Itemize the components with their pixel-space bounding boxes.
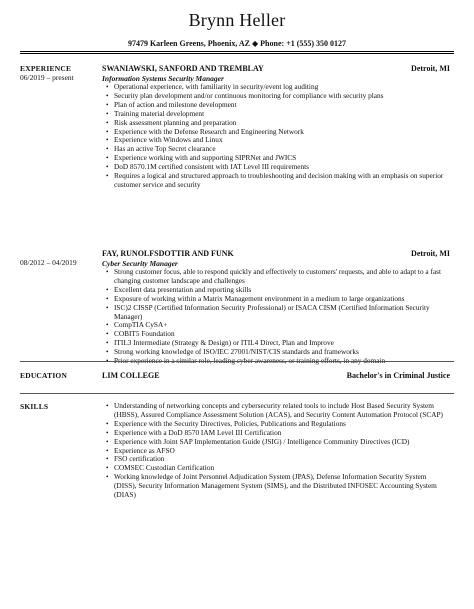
education-heading: EDUCATION xyxy=(20,371,68,380)
list-item: • Strong customer focus, able to respond quickly and effectively to customers' requests, and able to adapt to a fast changing customer landscape and challenges xyxy=(114,268,450,286)
candidate-name: Brynn Heller xyxy=(188,10,286,30)
list-item: • Has an active Top Secret clearance xyxy=(114,145,450,154)
skills-section xyxy=(20,402,454,542)
list-item: • Plan of action and milestone development xyxy=(114,101,450,110)
list-item: • Exposure of working within a Matrix Management environment in a medium to large organizations xyxy=(114,295,450,304)
job-entry xyxy=(102,249,450,366)
list-item: • Experience with the Defense Research and Engineering Network xyxy=(114,128,450,137)
job-bullets xyxy=(102,83,450,190)
education-entry xyxy=(102,371,450,381)
company-label: FAY, RUNOLFSDOTTIR AND FUNK xyxy=(102,249,234,258)
list-item: • Excellent data presentation and reporting skills xyxy=(114,286,450,295)
list-item: • Experience with the Security Directives, Policies, Publications and Regulations xyxy=(114,420,450,429)
company-name xyxy=(102,64,450,74)
experience-heading: EXPERIENCE xyxy=(20,64,72,73)
list-item: • Requires a logical and structured approach to troubleshooting and decision making with an emphasis on superior customer service and security xyxy=(114,172,450,190)
section-divider xyxy=(20,393,454,394)
job-dates: 06/2019 – present xyxy=(20,73,74,82)
degree-name: Bachelor's in Criminal Justice xyxy=(346,371,450,380)
school-name: LIM COLLEGE xyxy=(102,371,160,380)
skills-list-wrap xyxy=(102,402,450,500)
job-bullets xyxy=(102,268,450,366)
list-item: • Experience as AFSO xyxy=(114,447,450,456)
list-item: • Experience with a DoD 8570 IAM Level III Certification xyxy=(114,429,450,438)
list-item: • Strong working knowledge of ISO/IEC 27001/NIST/CIS standards and frameworks xyxy=(114,348,450,357)
education-section xyxy=(20,371,454,385)
school-row xyxy=(102,371,450,381)
list-item: • Working knowledge of Joint Personnel Adjudication System (JPAS), Defense Information Security System (DISS), Security Information Management System (SIMS), and the Distributed INFOSEC Accounting System (DIAS) xyxy=(114,473,450,500)
job-title: Cyber Security Manager xyxy=(102,259,178,268)
list-item: • COMSEC Custodian Certification xyxy=(114,464,450,473)
job-dates: 08/2012 – 04/2019 xyxy=(20,258,77,267)
section-divider xyxy=(20,361,454,362)
list-item: • Experience working with and supporting SIPRNet and JWICS xyxy=(114,154,450,163)
list-item: • COBIT5 Foundation xyxy=(114,330,450,339)
list-item: • Prior experience in a similar role, leading cyber awareness, or training efforts, in any domain xyxy=(114,357,450,366)
list-item: • Understanding of networking concepts and cybersecurity related tools to include Host Based Security System (HBSS), Assured Compliance Assessment Solution (ACAS), and Security Content Automation Protocol (SCAP) xyxy=(114,402,450,420)
job-location: Detroit, MI xyxy=(411,249,450,258)
list-item: • Experience with Joint SAP Implementation Guide (JSIG) / Intelligence Community Directives (ICD) xyxy=(114,438,450,447)
job-title: Information Systems Security Manager xyxy=(102,74,224,83)
list-item: • Training material development xyxy=(114,110,450,119)
header-divider xyxy=(20,51,454,54)
list-item: • CompTIA CySA+ xyxy=(114,321,450,330)
list-item: • Experience with Windows and Linux xyxy=(114,136,450,145)
list-item: • Operational experience, with familiarity in security/event log auditing xyxy=(114,83,450,92)
experience-section xyxy=(20,64,454,366)
list-item: • DoD 8570.1M certified consistent with IAT Level III requirements xyxy=(114,163,450,172)
job-entry xyxy=(102,64,450,190)
list-item: • ISC)2 CISSP (Certified Information Security Professional) or ISACA CISM (Certified Information Security Manager) xyxy=(114,304,450,322)
list-item: • Security plan development and/or continuous monitoring for compliance with security plans xyxy=(114,92,450,101)
contact-line: 97479 Karleen Greens, Phoenix, AZ ◆ Phone: +1 (555) 350 0127 xyxy=(127,39,347,48)
company-label: SWANIAWSKI, SANFORD AND TREMBLAY xyxy=(102,64,264,73)
job-location: Detroit, MI xyxy=(411,64,450,73)
list-item: • Risk assessment planning and preparation xyxy=(114,119,450,128)
company-name xyxy=(102,249,450,259)
list-item: • ITIL3 Intermediate (Strategy & Design) or ITIL4 Direct, Plan and Improve xyxy=(114,339,450,348)
skills-bullets xyxy=(102,402,450,500)
skills-heading: SKILLS xyxy=(20,402,49,411)
list-item: • FSO certification xyxy=(114,455,450,464)
